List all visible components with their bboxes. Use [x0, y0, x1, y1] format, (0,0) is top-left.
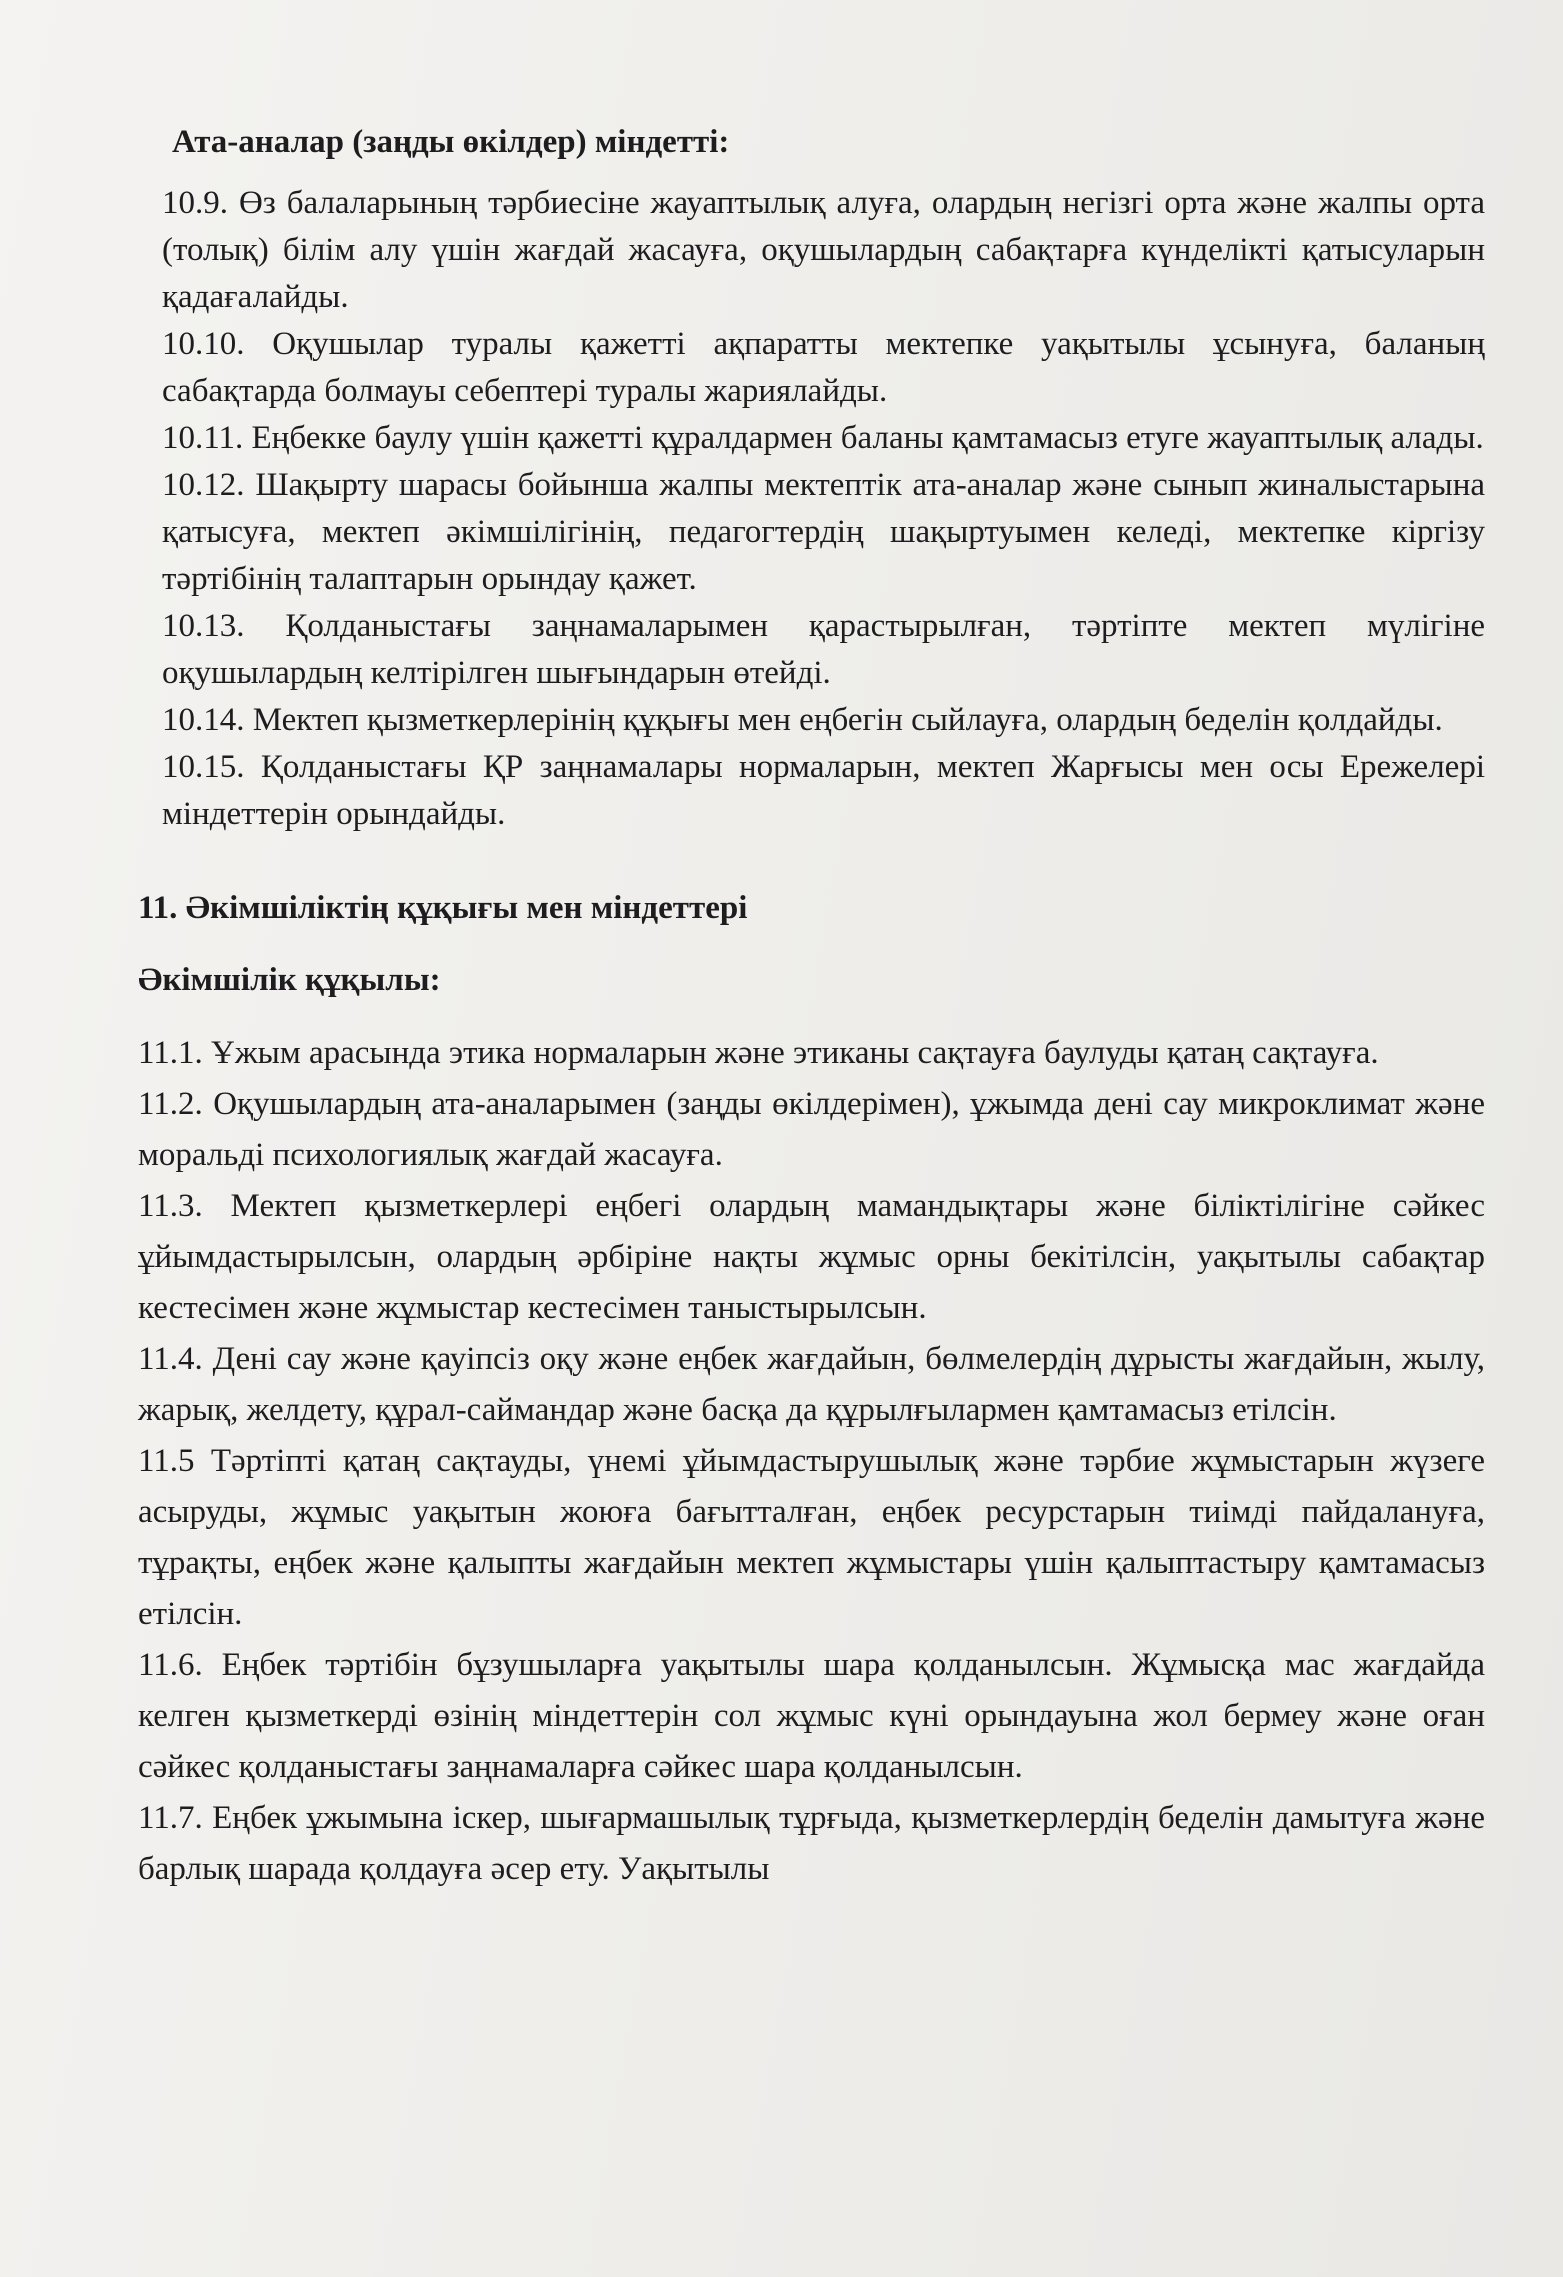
- paragraph-11-7: 11.7. Еңбек ұжымына іскер, шығармашылық тұрғыда, қызметкерлердің беделін дамытуға және барлық шарада қолдауға әсер ету. Уақытылы: [138, 1800, 1485, 1887]
- paragraph-11-5: 11.5 Тәртіпті қатаң сақтауды, үнемі ұйымдастырушылық және тәрбие жұмыстарын жүзеге асыруды, жұмыс уақытын жоюға бағытталған, еңбек ресурстарын тиімді пайдалануға, тұрақты, еңбек және қалыпты жағдайын мектеп жұмыстары үшін қалыптастыру қамтамасыз етілсін.: [138, 1443, 1485, 1632]
- parents-duties-heading: Ата-аналар (заңды өкілдер) міндетті:: [172, 124, 730, 160]
- admin-rights-list: [138, 1028, 1485, 1895]
- paragraph-11-4: 11.4. Дені сау және қауіпсіз оқу және еңбек жағдайын, бөлмелердің дұрысты жағдайын, жылу, жарық, желдету, құрал-саймандар және басқа да құрылғылармен қамтамасыз етілсін.: [138, 1341, 1485, 1428]
- paragraph-10-15: 10.15. Қолданыстағы ҚР заңнамалары нормаларын, мектеп Жарғысы мен осы Ережелері міндеттерін орындайды.: [162, 749, 1485, 832]
- paragraph-11-3: 11.3. Мектеп қызметкерлері еңбегі олардың мамандықтары және біліктілігіне сәйкес ұйымдастырылсын, олардың әрбіріне нақты жұмыс орны бекітілсін, уақытылы сабақтар кестесімен және жұмыстар кестесімен таныстырылсын.: [138, 1188, 1485, 1326]
- paragraph-10-11: 10.11. Еңбекке баулу үшін қажетті құралдармен баланы қамтамасыз етуге жауаптылық алады.: [162, 420, 1484, 456]
- paragraph-10-13: 10.13. Қолданыстағы заңнамаларымен қарастырылған, тәртіпте мектеп мүлігіне оқушылардың келтірілген шығындарын өтейді.: [162, 608, 1485, 691]
- paragraph-11-2: 11.2. Оқушылардың ата-аналарымен (заңды өкілдерімен), ұжымда дені сау микроклимат және моральді психологиялық жағдай жасауға.: [138, 1086, 1485, 1173]
- paragraph-10-12: 10.12. Шақырту шарасы бойынша жалпы мектептік ата-аналар және сынып жиналыстарына қатысуға, мектеп әкімшілігінің, педагогтердің шақыртуымен келеді, мектепке кіргізу тәртібінің талаптарын орындау қажет.: [162, 467, 1485, 597]
- paragraph-10-10: 10.10. Оқушылар туралы қажетті ақпаратты мектепке уақытылы ұсынуға, баланың сабақтарда болмауы себептері туралы жариялайды.: [162, 326, 1485, 409]
- parents-duties-list: [138, 180, 1485, 838]
- paragraph-10-14: 10.14. Мектеп қызметкерлерінің құқығы мен еңбегін сыйлауға, олардың беделін қолдайды.: [162, 702, 1443, 738]
- paragraph-11-6: 11.6. Еңбек тәртібін бұзушыларға уақытылы шара қолданылсын. Жұмысқа мас жағдайда келген қызметкерді өзінің міндеттерін сол жұмыс күні орындауына жол бермеу және оған сәйкес қолданыстағы заңнамаларға сәйкес шара қолданылсын.: [138, 1647, 1485, 1785]
- admin-rights-subheading: Әкімшілік құқылы:: [138, 962, 441, 998]
- paragraph-11-1: 11.1. Ұжым арасында этика нормаларын және этиканы сақтауға баулуды қатаң сақтауға.: [138, 1035, 1379, 1071]
- paragraph-10-9: 10.9. Өз балаларының тәрбиесіне жауаптылық алуға, олардың негізгі орта және жалпы орта (толық) білім алу үшін жағдай жасауға, оқушылардың сабақтарға күнделікті қатысуларын қадағалайды.: [162, 185, 1485, 315]
- section-11-title: 11. Әкімшіліктің құқығы мен міндеттері: [138, 890, 748, 926]
